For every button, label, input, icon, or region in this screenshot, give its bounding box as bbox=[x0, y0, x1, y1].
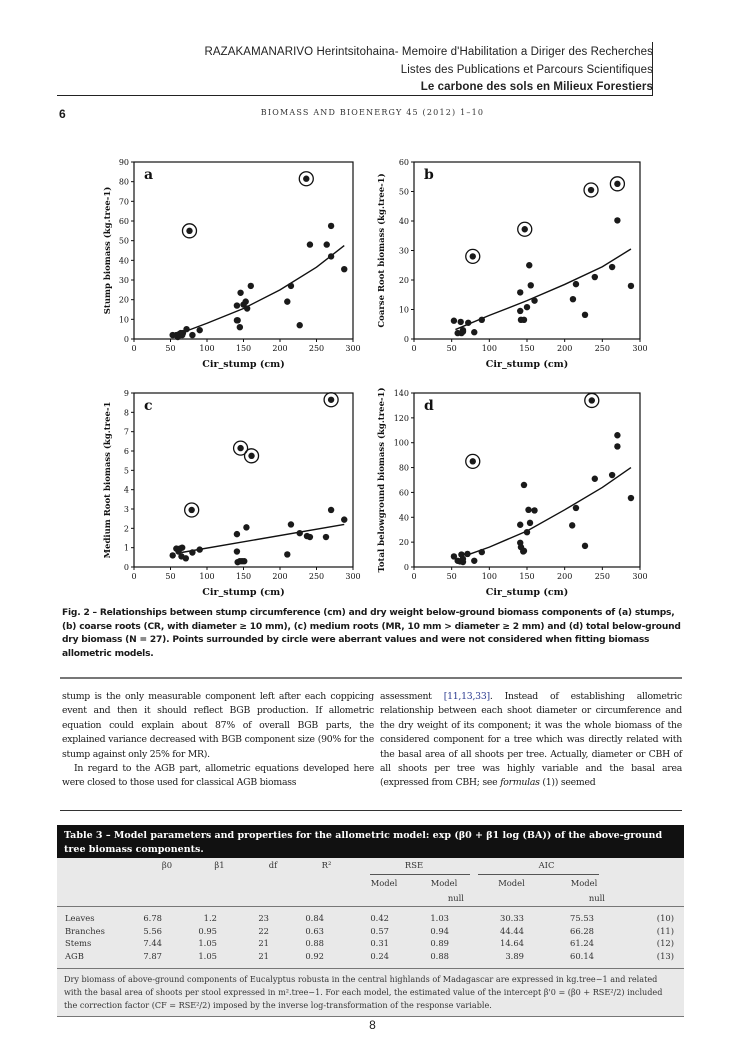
data-point bbox=[341, 266, 347, 272]
section-rule bbox=[60, 810, 682, 811]
col-header-aic-model-null: Model bbox=[570, 878, 598, 888]
paragraph bbox=[380, 690, 682, 791]
data-point bbox=[525, 507, 531, 513]
y-tick-label: 2 bbox=[123, 524, 129, 534]
paragraph: stump is the only measurable component left after each coppicing event and then it should reflect BGB production. If allometric equation could explain about 87% of overall BGB parts, the explained variance decreased with BGB component size (90% for the stump against only 25% for MR). bbox=[62, 691, 374, 760]
data-point bbox=[460, 559, 466, 565]
data-point bbox=[183, 326, 189, 332]
x-tick-label: 50 bbox=[446, 344, 457, 353]
outlier-point bbox=[470, 253, 476, 259]
cell-df: 22 bbox=[258, 925, 269, 936]
data-point bbox=[183, 555, 189, 561]
chart-panel-a bbox=[100, 152, 365, 377]
data-point bbox=[628, 283, 634, 289]
y-tick-label: 40 bbox=[398, 217, 409, 226]
outlier-point bbox=[186, 228, 192, 234]
y-axis-label: Total belowground biomass (kg.tree-1) bbox=[377, 387, 387, 573]
data-point bbox=[234, 531, 240, 537]
y-axis-label: Coarse Root biomass (kg.tree-1) bbox=[377, 173, 387, 328]
x-tick-label: 100 bbox=[199, 572, 215, 581]
y-tick-label: 7 bbox=[123, 427, 129, 437]
paragraph: In regard to the AGB part, allometric equations developed here were closed to those used for classical AGB biomass bbox=[62, 763, 374, 789]
data-point bbox=[609, 472, 615, 478]
outlier-point bbox=[470, 458, 476, 464]
x-tick-label: 300 bbox=[632, 572, 648, 581]
caption-rule bbox=[60, 677, 682, 679]
data-point bbox=[189, 549, 195, 555]
cell-aic-null: 61.24 bbox=[570, 938, 594, 949]
cell-b1: 1.05 bbox=[198, 938, 217, 949]
y-axis-label: Medium Root biomass (kg.tree-1 bbox=[103, 401, 113, 559]
fit-curve bbox=[467, 468, 631, 556]
cell-rse-model: 0.42 bbox=[370, 913, 389, 924]
cell-rse-model: 0.31 bbox=[370, 938, 389, 949]
cell-aic-model: 44.44 bbox=[500, 925, 524, 936]
plot-frame bbox=[414, 393, 640, 567]
header-chapter-line: Le carbone des sols en Milieux Forestiers bbox=[420, 81, 653, 93]
data-point bbox=[297, 322, 303, 328]
x-tick-label: 200 bbox=[557, 344, 573, 353]
row-label: Branches bbox=[65, 925, 105, 936]
table-row bbox=[57, 912, 684, 925]
y-tick-label: 4 bbox=[123, 485, 129, 495]
x-tick-label: 250 bbox=[308, 572, 325, 581]
cell-rse-null: 1.03 bbox=[430, 913, 449, 924]
header-vertical-rule bbox=[652, 42, 653, 96]
outlier-point bbox=[248, 453, 254, 459]
data-point bbox=[471, 558, 477, 564]
body-column-right bbox=[380, 690, 682, 791]
x-tick-label: 200 bbox=[272, 572, 288, 581]
data-point bbox=[569, 522, 575, 528]
y-tick-label: 70 bbox=[118, 197, 129, 207]
data-point bbox=[288, 283, 294, 289]
plot-frame bbox=[134, 162, 353, 339]
data-point bbox=[234, 548, 240, 554]
x-axis-label: Cir_stump (cm) bbox=[485, 359, 569, 370]
y-tick-label: 60 bbox=[398, 158, 409, 167]
data-point bbox=[531, 297, 537, 303]
x-tick-label: 0 bbox=[131, 344, 137, 353]
header-author-line: RAZAKAMANARIVO Herintsitohaina- Memoire d'Habilitation a Diriger des Recherches bbox=[204, 46, 653, 58]
fit-curve bbox=[185, 246, 344, 332]
outlier-point bbox=[237, 445, 243, 451]
data-point bbox=[323, 534, 329, 540]
outlier-point bbox=[303, 176, 309, 182]
data-point bbox=[458, 319, 464, 325]
data-point bbox=[628, 495, 634, 501]
cell-df: 21 bbox=[258, 950, 269, 961]
x-axis-label: Cir_stump (cm) bbox=[202, 359, 285, 370]
cell-df: 23 bbox=[258, 913, 269, 924]
data-point bbox=[521, 548, 527, 554]
y-tick-label: 6 bbox=[123, 447, 129, 456]
outlier-point bbox=[589, 397, 595, 403]
y-tick-label: 90 bbox=[118, 158, 129, 167]
data-point bbox=[464, 551, 470, 557]
cell-r2: 0.63 bbox=[305, 925, 324, 936]
outlier-point bbox=[614, 181, 620, 187]
data-point bbox=[573, 505, 579, 511]
y-tick-label: 30 bbox=[398, 246, 409, 256]
data-point bbox=[307, 241, 313, 247]
aic-label: AIC bbox=[538, 860, 555, 870]
y-tick-label: 30 bbox=[118, 276, 129, 285]
cell-rse-model: 0.57 bbox=[370, 925, 389, 936]
y-tick-label: 9 bbox=[123, 389, 129, 398]
y-tick-label: 20 bbox=[118, 295, 129, 305]
col-header-rse-model: Model bbox=[370, 878, 398, 888]
x-tick-label: 150 bbox=[519, 572, 535, 581]
body-column-left bbox=[62, 690, 374, 791]
data-point bbox=[234, 317, 240, 323]
x-tick-label: 100 bbox=[199, 344, 215, 353]
data-point bbox=[526, 262, 532, 268]
data-point bbox=[521, 317, 527, 323]
outlier-point bbox=[588, 187, 594, 193]
data-point bbox=[592, 274, 598, 280]
x-tick-label: 150 bbox=[235, 572, 252, 581]
x-tick-label: 0 bbox=[411, 572, 417, 581]
data-point bbox=[517, 522, 523, 528]
y-tick-label: 5 bbox=[123, 466, 129, 476]
cell-aic-null: 60.14 bbox=[570, 950, 594, 961]
cell-eq: (11) bbox=[656, 925, 674, 936]
row-label: Leaves bbox=[65, 913, 95, 924]
y-tick-label: 80 bbox=[118, 177, 129, 187]
y-tick-label: 140 bbox=[393, 389, 409, 398]
y-tick-label: 80 bbox=[398, 463, 409, 473]
data-point bbox=[573, 281, 579, 287]
col-header-rse-model-null: Model bbox=[430, 878, 458, 888]
data-point bbox=[521, 482, 527, 488]
journal-running-head: BIOMASS AND BIOENERGY 45 (2012) 1–10 bbox=[260, 108, 485, 117]
x-tick-label: 150 bbox=[235, 344, 252, 353]
x-tick-label: 250 bbox=[594, 344, 610, 353]
cell-b0: 7.44 bbox=[143, 938, 162, 949]
cell-b0: 6.78 bbox=[143, 913, 162, 924]
fit-curve bbox=[181, 524, 344, 552]
outlier-point bbox=[328, 397, 334, 403]
panel-letter: c bbox=[144, 398, 153, 414]
y-tick-label: 1 bbox=[123, 543, 129, 553]
y-tick-label: 50 bbox=[398, 187, 409, 197]
table-title: Table 3 – Model parameters and properties for the allometric model: exp (β0 + β1 log (BA)) of the above-ground tree biomass components. bbox=[57, 825, 684, 861]
x-tick-label: 0 bbox=[131, 572, 137, 581]
data-point bbox=[189, 332, 195, 338]
text-span: assessment bbox=[380, 691, 432, 702]
data-point bbox=[242, 298, 248, 304]
data-point bbox=[460, 328, 466, 334]
data-point bbox=[609, 264, 615, 270]
data-point bbox=[288, 521, 294, 527]
table-row bbox=[57, 950, 684, 963]
row-label: Stems bbox=[65, 938, 92, 949]
data-point bbox=[517, 289, 523, 295]
data-point bbox=[328, 253, 334, 259]
x-tick-label: 200 bbox=[272, 344, 288, 353]
x-tick-label: 100 bbox=[481, 344, 497, 353]
cell-aic-model: 14.64 bbox=[500, 938, 524, 949]
x-tick-label: 300 bbox=[632, 344, 648, 353]
y-tick-label: 3 bbox=[123, 505, 129, 514]
null-label: null bbox=[588, 893, 605, 903]
x-tick-label: 200 bbox=[557, 572, 573, 581]
col-header-r2: R² bbox=[321, 860, 332, 870]
data-point bbox=[324, 241, 330, 247]
x-tick-label: 50 bbox=[165, 344, 176, 353]
cell-aic-null: 75.53 bbox=[570, 913, 594, 924]
cell-eq: (13) bbox=[656, 950, 674, 961]
y-tick-label: 50 bbox=[118, 236, 129, 246]
data-point bbox=[248, 283, 254, 289]
data-point bbox=[234, 302, 240, 308]
outlier-point bbox=[522, 226, 528, 232]
panel-letter: d bbox=[424, 398, 434, 414]
col-header-aic-model: Model bbox=[498, 878, 525, 888]
cell-b1: 1.05 bbox=[198, 950, 217, 961]
data-point bbox=[614, 443, 620, 449]
data-point bbox=[582, 312, 588, 318]
x-tick-label: 0 bbox=[411, 344, 417, 353]
x-tick-label: 150 bbox=[519, 344, 535, 353]
data-point bbox=[241, 558, 247, 564]
citation-link[interactable]: [11,13,33] bbox=[443, 691, 490, 702]
data-point bbox=[297, 530, 303, 536]
data-point bbox=[197, 546, 203, 552]
y-axis-label: Stump biomass (kg.tree-1) bbox=[103, 186, 113, 315]
cell-r2: 0.92 bbox=[305, 950, 324, 961]
cell-b0: 7.87 bbox=[143, 950, 162, 961]
data-point bbox=[531, 507, 537, 513]
data-point bbox=[465, 320, 471, 326]
x-tick-label: 250 bbox=[308, 344, 325, 353]
y-tick-label: 20 bbox=[398, 538, 409, 548]
x-tick-label: 300 bbox=[345, 344, 361, 353]
x-tick-label: 50 bbox=[446, 572, 457, 581]
cell-b1: 1.2 bbox=[203, 913, 217, 924]
table-row bbox=[57, 925, 684, 938]
cell-r2: 0.84 bbox=[305, 913, 324, 924]
y-tick-label: 0 bbox=[123, 335, 129, 344]
x-tick-label: 300 bbox=[345, 572, 361, 581]
data-point bbox=[524, 529, 530, 535]
table-row bbox=[57, 937, 684, 950]
col-header-aic bbox=[474, 858, 619, 872]
data-point bbox=[614, 217, 620, 223]
y-tick-label: 20 bbox=[398, 276, 409, 285]
y-tick-label: 0 bbox=[123, 563, 129, 572]
cell-rse-null: 0.88 bbox=[430, 950, 449, 961]
outlier-point bbox=[188, 507, 194, 513]
text-span: (1)) seemed bbox=[539, 777, 596, 789]
data-point bbox=[243, 524, 249, 530]
data-point bbox=[570, 296, 576, 302]
y-tick-label: 8 bbox=[123, 408, 129, 418]
chart-panel-d bbox=[372, 383, 652, 605]
cell-b1: 0.95 bbox=[198, 925, 217, 936]
data-point bbox=[284, 551, 290, 557]
cell-aic-model: 3.89 bbox=[505, 950, 524, 961]
data-point bbox=[451, 318, 457, 324]
y-tick-label: 100 bbox=[393, 438, 409, 448]
header-section-line: Listes des Publications et Parcours Scientifiques bbox=[400, 64, 653, 76]
data-point bbox=[244, 305, 250, 311]
y-tick-label: 0 bbox=[403, 335, 409, 344]
y-tick-label: 10 bbox=[398, 305, 409, 315]
data-point bbox=[592, 476, 598, 482]
data-point bbox=[524, 304, 530, 310]
null-label: null bbox=[447, 893, 464, 903]
data-point bbox=[197, 327, 203, 333]
cell-rse-model: 0.24 bbox=[370, 950, 389, 961]
data-point bbox=[582, 543, 588, 549]
cell-eq: (10) bbox=[656, 913, 674, 924]
parameters-table bbox=[57, 858, 684, 962]
figure-caption: Fig. 2 – Relationships between stump circumference (cm) and dry weight below-ground biomass components of (a) stumps, (b) coarse roots (CR, with diameter ≥ 10 mm), (c) medium roots (MR, 10 mm > diameter ≥ 2 mm) and (d) total below-ground dry biomass (N = 27). Points surrounded by circle were aberrant values and were not considered when fitting biomass allometric models. bbox=[62, 608, 681, 659]
y-tick-label: 60 bbox=[118, 217, 129, 226]
x-tick-label: 100 bbox=[481, 572, 497, 581]
data-point bbox=[479, 549, 485, 555]
data-point bbox=[479, 317, 485, 323]
italic-term: formulas bbox=[500, 777, 540, 789]
page-footer-number: 8 bbox=[369, 1018, 376, 1032]
rse-label: RSE bbox=[404, 860, 424, 870]
col-header-rse bbox=[354, 858, 474, 872]
cell-r2: 0.88 bbox=[305, 938, 324, 949]
data-point bbox=[237, 324, 243, 330]
row-label: AGB bbox=[65, 950, 84, 961]
x-axis-label: Cir_stump (cm) bbox=[202, 587, 285, 598]
y-tick-label: 120 bbox=[393, 413, 409, 423]
chart-panel-c bbox=[100, 383, 365, 605]
col-header-beta1: β1 bbox=[214, 860, 225, 870]
cell-rse-null: 0.94 bbox=[430, 925, 449, 936]
data-point bbox=[179, 544, 185, 550]
col-header-beta0: β0 bbox=[161, 860, 173, 870]
cell-df: 21 bbox=[258, 938, 269, 949]
cell-rse-null: 0.89 bbox=[430, 938, 449, 949]
data-point bbox=[307, 534, 313, 540]
data-point bbox=[614, 432, 620, 438]
y-tick-label: 10 bbox=[118, 315, 129, 325]
x-axis-label: Cir_stump (cm) bbox=[485, 587, 569, 598]
panel-letter: b bbox=[424, 167, 434, 183]
data-point bbox=[471, 329, 477, 335]
data-point bbox=[517, 308, 523, 314]
cell-aic-null: 66.28 bbox=[570, 925, 594, 936]
cell-aic-model: 30.33 bbox=[500, 913, 524, 924]
chart-panel-b bbox=[372, 152, 652, 377]
y-tick-label: 40 bbox=[118, 256, 129, 266]
plot-frame bbox=[134, 393, 353, 567]
data-point bbox=[528, 282, 534, 288]
y-tick-label: 0 bbox=[403, 563, 409, 572]
header-rule bbox=[57, 95, 652, 96]
x-tick-label: 50 bbox=[165, 572, 176, 581]
data-point bbox=[527, 520, 533, 526]
data-point bbox=[284, 298, 290, 304]
table-footnote: Dry biomass of above-ground components of Eucalyptus robusta in the central highlands of Madagascar are expressed in kg.tree−1 and related with the basal area of shoots per stool expressed in m².tree−1. For each model, the estimated value of the intercept β'0 = (β0 + RSE²/2) included the correction factor (CF = RSE²/2) imposed by the inverse log-transformation of the response variable. bbox=[57, 968, 684, 1017]
data-point bbox=[169, 552, 175, 558]
data-point bbox=[328, 223, 334, 229]
x-tick-label: 250 bbox=[594, 572, 610, 581]
data-point bbox=[328, 507, 334, 513]
y-tick-label: 40 bbox=[398, 513, 409, 523]
journal-page-number: 6 bbox=[59, 107, 66, 121]
data-point bbox=[237, 290, 243, 296]
data-point bbox=[341, 516, 347, 522]
text-span: . Instead of establishing allometric relationship between each shoot diameter or circumference and the dry weight of its component; it was the whole biomass of the considered component for a tree which was directly related with the basal area of all shoots per tree. Actually, diameter or CBH of all shoots per tree was highly variable and the basal area (expressed from CBH; see bbox=[380, 691, 682, 789]
plot-frame bbox=[414, 162, 640, 339]
panel-letter: a bbox=[144, 167, 154, 183]
col-header-df: df bbox=[268, 860, 278, 870]
y-tick-label: 60 bbox=[398, 488, 409, 498]
cell-eq: (12) bbox=[656, 938, 674, 949]
cell-b0: 5.56 bbox=[143, 925, 162, 936]
